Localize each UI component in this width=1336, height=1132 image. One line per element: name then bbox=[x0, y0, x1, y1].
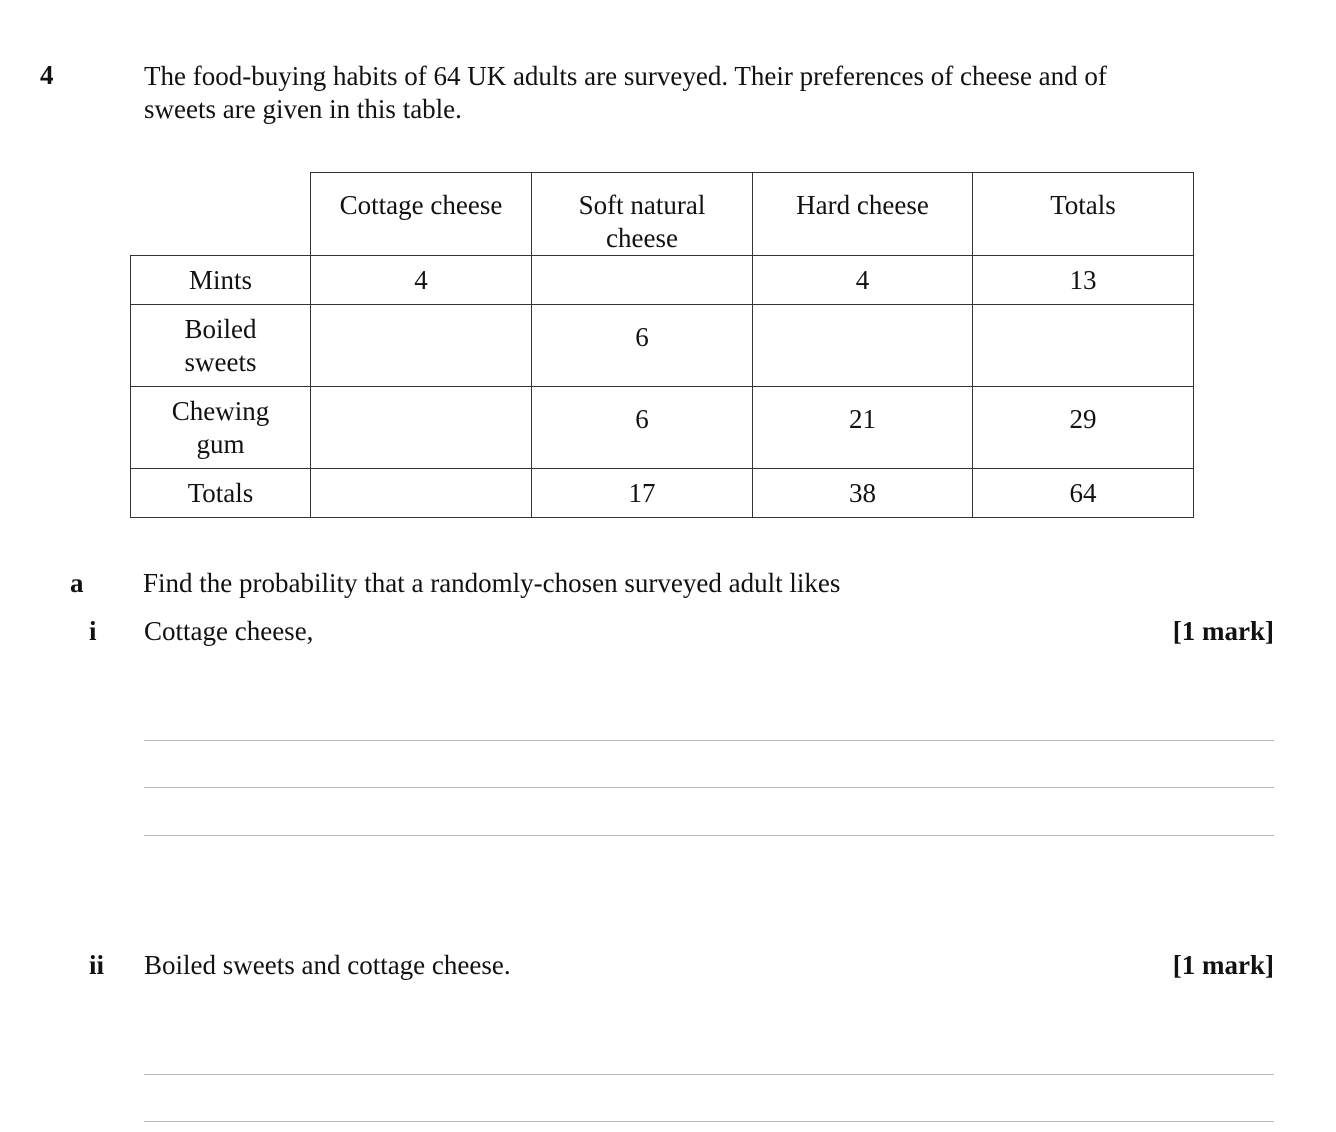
table-row bbox=[131, 256, 1194, 305]
table-row bbox=[131, 387, 1194, 469]
column-header: Hard cheese bbox=[753, 173, 973, 256]
column-header: Totals bbox=[973, 173, 1194, 256]
column-header bbox=[532, 173, 753, 256]
table-cell: 4 bbox=[753, 256, 973, 305]
table-cell: 4 bbox=[311, 256, 532, 305]
column-header-text: Soft natural cheese bbox=[578, 190, 706, 253]
table-cell bbox=[973, 305, 1194, 387]
preferences-table bbox=[130, 172, 1194, 518]
row-header: Totals bbox=[131, 469, 311, 518]
row-header-text: Boiled sweets bbox=[184, 313, 257, 377]
question-intro: The food-buying habits of 64 UK adults are surveyed. Their preferences of cheese and of sweets are given in this table. bbox=[144, 61, 1107, 124]
table-cell bbox=[311, 469, 532, 518]
answer-line[interactable] bbox=[144, 787, 1274, 788]
subpart-ii-label: ii bbox=[89, 950, 105, 980]
table-cell bbox=[753, 305, 973, 387]
table-cell: 6 bbox=[532, 387, 753, 469]
answer-line[interactable] bbox=[144, 1074, 1274, 1075]
table-cell: 13 bbox=[973, 256, 1194, 305]
subpart-i-text: Cottage cheese, bbox=[144, 616, 314, 646]
part-a-label: a bbox=[70, 568, 84, 598]
subpart-i-marks: [1 mark] bbox=[1172, 616, 1274, 646]
table-cell bbox=[311, 305, 532, 387]
row-header: Mints bbox=[131, 256, 311, 305]
question-number: 4 bbox=[40, 60, 54, 90]
row-header-text: Chewing gum bbox=[171, 395, 270, 459]
table-cell: 64 bbox=[973, 469, 1194, 518]
table-cell: 6 bbox=[532, 305, 753, 387]
answer-line[interactable] bbox=[144, 740, 1274, 741]
row-header bbox=[131, 305, 311, 387]
table-corner-cell bbox=[131, 173, 311, 256]
table-cell: 21 bbox=[753, 387, 973, 469]
table-cell: 17 bbox=[532, 469, 753, 518]
table-row bbox=[131, 469, 1194, 518]
table-cell bbox=[532, 256, 753, 305]
answer-line[interactable] bbox=[144, 1121, 1274, 1122]
table-cell: 29 bbox=[973, 387, 1194, 469]
table-header-row bbox=[131, 173, 1194, 256]
part-a-text: Find the probability that a randomly-chosen surveyed adult likes bbox=[143, 568, 841, 598]
answer-line[interactable] bbox=[144, 835, 1274, 836]
subpart-ii-marks: [1 mark] bbox=[1172, 950, 1274, 980]
column-header: Cottage cheese bbox=[311, 173, 532, 256]
row-header bbox=[131, 387, 311, 469]
table-cell bbox=[311, 387, 532, 469]
subpart-ii-text: Boiled sweets and cottage cheese. bbox=[144, 950, 511, 980]
subpart-i-label: i bbox=[89, 616, 97, 646]
table-row bbox=[131, 305, 1194, 387]
table-cell: 38 bbox=[753, 469, 973, 518]
